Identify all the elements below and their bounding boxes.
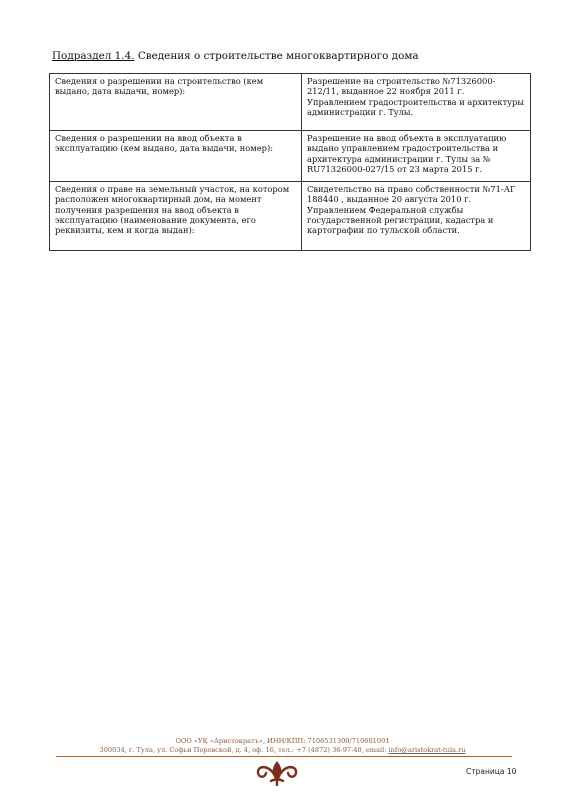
footer-address: 300034, г. Тула, ул. Софьи Перовской, д. 4, оф. 16, тел.: +7 (4872) 36-97-40, email: — [99, 746, 389, 754]
row-label: Сведения о разрешении на ввод объекта в эксплуатацию (кем выдано, дата выдачи, номер): — [50, 131, 302, 182]
subsection-number: Подраздел 1.4. — [52, 50, 135, 62]
table-row — [50, 182, 531, 251]
fleur-ornament-icon — [253, 760, 301, 786]
subsection-title: Сведения о строительстве многоквартирного дома — [137, 50, 419, 62]
row-value: Разрешение на ввод объекта в эксплуатацию выдано управлением градостроительства и архитектура администрации г. Тулы за № RU71326000-027/15 от 23 марта 2015 г. — [302, 131, 531, 182]
table-row — [50, 74, 531, 131]
construction-info-table — [49, 73, 531, 251]
footer-email-link[interactable]: info@aristokrat-tula.ru — [388, 746, 466, 754]
row-value: Разрешение на строительство №71326000-212/11, выданное 22 ноября 2011 г. Управлением градостроительства и архитектуры администрации г. Тулы. — [302, 74, 531, 131]
row-label: Сведения о разрешении на строительство (кем выдано, дата выдачи, номер): — [50, 74, 302, 131]
table-row — [50, 131, 531, 182]
page-footer — [0, 737, 565, 755]
subsection-heading — [52, 50, 522, 63]
row-label: Сведения о праве на земельный участок, на котором расположен многоквартирный дом, на момент получения разрешения на ввод объекта в эксплуатацию (наименование документа, его реквизиты, кем и когда выдан): — [50, 182, 302, 251]
page-number: Страница 10 — [466, 767, 517, 776]
footer-address-line — [0, 746, 565, 755]
footer-divider — [56, 756, 512, 757]
row-value: Свидетельство на право собственности №71-АГ 188440 , выданное 20 августа 2010 г. Управлением Федеральной службы государственной регистрации, кадастра и картографии по тульской области. — [302, 182, 531, 251]
footer-company: ООО «УК «Аристократъ», ИНН/КПП: 7106531300/710601001 — [175, 737, 390, 745]
